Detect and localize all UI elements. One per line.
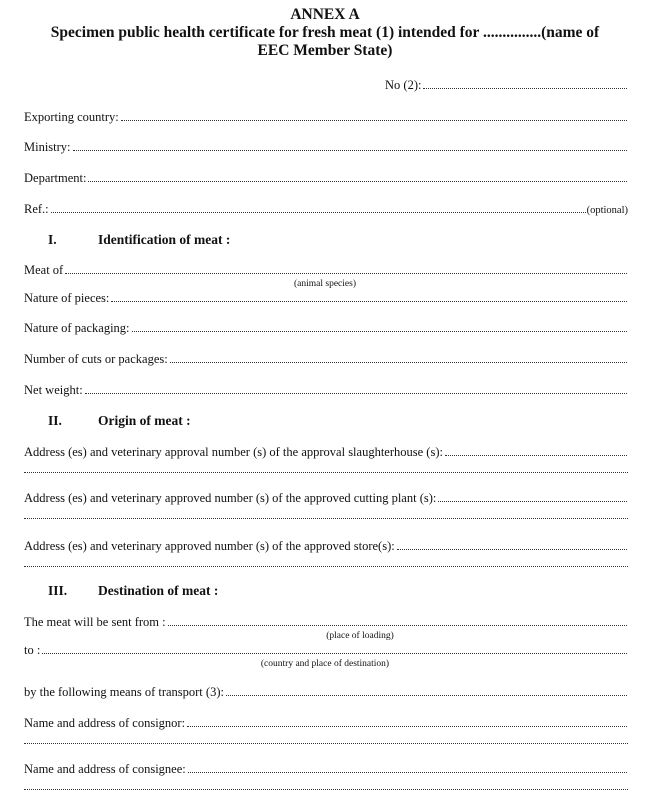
department-label: Department: [24,171,87,185]
consignee-label: Name and address of consignee: [24,762,186,776]
consignee-field[interactable] [24,762,628,777]
slaughterhouse-label: Address (es) and veterinary approval number (s) of the approval slaughterhouse (s): [24,445,443,459]
slaughterhouse-continuation-line[interactable] [24,472,628,473]
section-1-heading: Identification of meat : [98,232,231,247]
certificate-title-line1: Specimen public health certificate for fresh meat (1) intended for ...............(name of [50,24,600,41]
meat-of-field[interactable] [24,263,628,278]
ref-optional-note: (optional) [586,205,628,216]
nature-of-packaging-label: Nature of packaging: [24,321,130,335]
section-3-numeral: III. [48,583,68,598]
cutting-plant-continuation-line[interactable] [24,518,628,519]
cutting-plant-label: Address (es) and veterinary approved number (s) of the approved cutting plant (s): [24,491,437,505]
meat-of-label: Meat of [24,263,64,277]
store-field[interactable] [24,539,628,554]
department-field[interactable] [24,171,628,186]
no-field[interactable] [385,78,628,93]
number-of-cuts-label: Number of cuts or packages: [24,352,168,366]
ref-label: Ref.: [24,202,49,216]
sent-from-label: The meat will be sent from : [24,615,166,629]
slaughterhouse-field[interactable] [24,445,628,460]
nature-of-pieces-label: Nature of pieces: [24,291,110,305]
net-weight-label: Net weight: [24,383,83,397]
store-label: Address (es) and veterinary approved number (s) of the approved store(s): [24,539,395,553]
consignor-continuation-line[interactable] [24,743,628,744]
ministry-label: Ministry: [24,140,71,154]
transport-label: by the following means of transport (3): [24,685,224,699]
country-destination-note: (country and place of destination) [260,659,390,669]
section-1-numeral: I. [48,232,57,247]
consignor-field[interactable] [24,716,628,731]
section-2-numeral: II. [48,413,62,428]
no-label: No (2): [385,78,422,92]
ref-field[interactable] [24,202,628,217]
nature-of-packaging-field[interactable] [24,321,628,336]
place-of-loading-note: (place of loading) [326,631,394,641]
exporting-country-field[interactable] [24,110,628,125]
animal-species-note: (animal species) [294,279,356,289]
destination-to-field[interactable] [24,643,628,658]
ministry-field[interactable] [24,140,628,155]
consignee-continuation-line[interactable] [24,789,628,790]
annex-label: ANNEX A [290,6,360,23]
sent-from-field[interactable] [24,615,628,630]
number-of-cuts-field[interactable] [24,352,628,367]
transport-field[interactable] [24,685,628,700]
certificate-title-line2: EEC Member State) [257,42,393,59]
section-3-heading: Destination of meat : [98,583,219,598]
nature-of-pieces-field[interactable] [24,291,628,306]
destination-to-label: to : [24,643,41,657]
exporting-country-label: Exporting country: [24,110,119,124]
store-continuation-line[interactable] [24,566,628,567]
section-2-heading: Origin of meat : [98,413,191,428]
net-weight-field[interactable] [24,383,628,398]
consignor-label: Name and address of consignor: [24,716,186,730]
cutting-plant-field[interactable] [24,491,628,506]
